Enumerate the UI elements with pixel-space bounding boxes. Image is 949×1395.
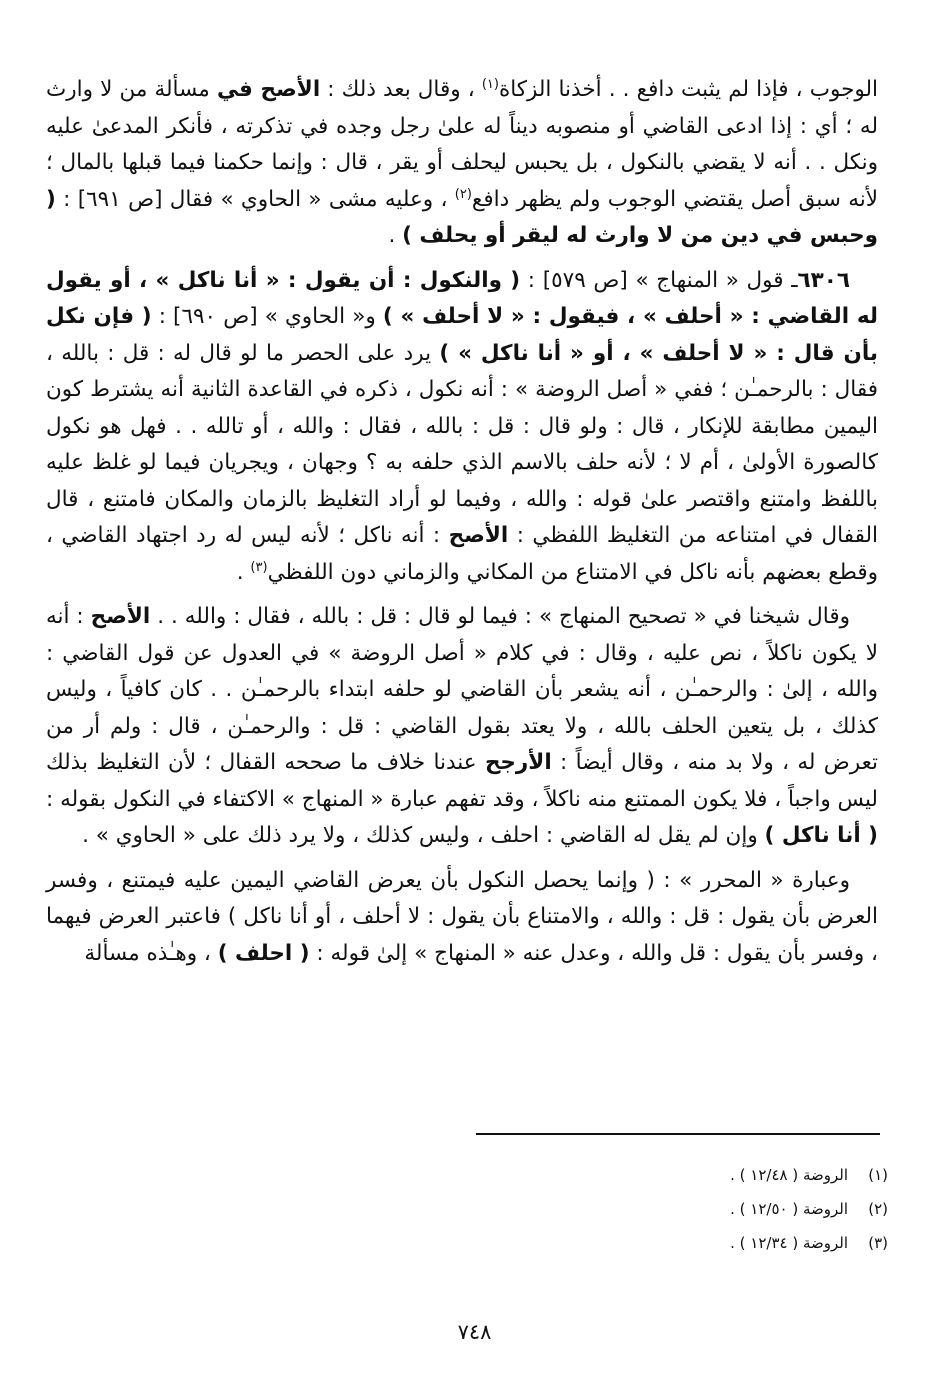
text-run: الوجوب ، فإذا لم يثبت دافع . . أخذنا الزكاة: [498, 77, 879, 102]
footnote-3: [420, 1226, 888, 1260]
bold-text: ( احلف ): [217, 940, 310, 966]
bold-text: الأصح في: [216, 77, 321, 102]
text-run: : أنه لا يكون ناكلاً ، نص عليه ، وقال : في كلام « أصل الروضة » في العدول عن قول القاضي : والله ، إلىٰ : والرحمـٰن ، أنه يشعر بأن القاضي لو حلفه ابتداء بالرحمـٰن . . كان كافياً ، وليس كذلك ، بل يتعين الحلف بالله ، ولا يعتد بقول القاضي : قل : والرحمـٰن ، قال : ولم أر من تعرض له ، ولا بد منه ، وقال أيضاً :: [46, 604, 878, 775]
page-number: ٧٤٨: [457, 1320, 492, 1344]
text-run: عندنا خلاف ما صححه القفال ؛ لأن التغليظ بذلك ليس واجباً ، فلا يكون الممتنع منه ناكلاً ، وقد تفهم عبارة « المنهاج » الاكتفاء في النكول بقوله :: [46, 750, 878, 812]
footnotes: [420, 1158, 888, 1260]
paragraph-4: [46, 863, 878, 973]
text-run: ـ قول « المنهاج » [ص ٥٧٩] :: [520, 267, 798, 293]
footnote-1: [420, 1158, 888, 1192]
paragraph-3: [46, 599, 878, 855]
footnote-2: [420, 1192, 888, 1226]
text-run: يرد على الحصر ما لو قال له : قل : بالله ، فقال : بالرحمـٰن ؛ ففي « أصل الروضة » : أنه نكول ، ذكره في القاعدة الثانية أنه يشترط كون اليمين مطابقة للإنكار ، قال : ولو قال : قل : بالله ، فقال : والله ، أو تالله . . فهل هو نكول كالصورة الأولىٰ ، أم لا ؛ لأنه حلف بالاسم الذي حلفه به ؟ وجهان ، ويجريان فيما لو غلظ عليه باللفظ وامتنع واقتصر علىٰ قوله : والله ، وفيما لو أراد التغليظ بالزمان والمكان فامتنع ، قال القفال في امتناعه من التغليظ اللفظي :: [46, 340, 878, 548]
text-run: .: [236, 559, 251, 585]
bold-text: الأصح: [90, 604, 151, 629]
paragraph-1: [46, 72, 878, 255]
text-run: ، وهـٰذه مسألة: [84, 940, 218, 966]
text-run: .: [388, 223, 403, 248]
footnote-ref: (٣): [250, 559, 268, 575]
footnote-ref: (٢): [454, 186, 472, 202]
text-run: ، وقال بعد ذلك :: [320, 77, 482, 102]
footnote-number: (٢): [868, 1200, 888, 1218]
bold-text: ٦٣٠٦: [797, 267, 850, 293]
bold-text: الأصح: [448, 523, 509, 548]
text-run: : أنه ناكل ؛ لأنه ليس له رد اجتهاد القاضي ، وقطع بعضهم بأنه ناكل في الامتناع من المكاني والزماني دون اللفظي: [46, 523, 878, 585]
main-text: [46, 72, 878, 972]
footnote-number: (٣): [868, 1234, 888, 1252]
footnote-number: (١): [868, 1166, 888, 1184]
footnote-text: الروضة ( ١٢/٤٨ ) .: [730, 1166, 848, 1184]
footnote-text: الروضة ( ١٢/٣٤ ) .: [730, 1234, 848, 1252]
text-run: ، وعليه مشى « الحاوي » فقال [ص ٦٩١] :: [55, 186, 455, 212]
text-run: وعبارة « المحرر » : ( وإنما يحصل النكول بأن يعرض القاضي اليمين عليه فيمتنع ، وفسر العرض بأن يقول : قل : والله ، والامتناع بأن يقول : لا أحلف ، أو أنا ناكل ) فاعتبر العرض فيهما ، وفسر بأن يقول : قل والله ، وعدل عنه « المنهاج » إلىٰ قوله :: [46, 867, 878, 966]
bold-text: ( والنكول : أن يقول : « أنا ناكل » ، أو يقول له القاضي : « أحلف » ، فيقول : « لا أحلف » ): [46, 267, 878, 329]
text-run: وإن لم يقل له القاضي : احلف ، وليس كذلك ، ولا يرد ذلك على « الحاوي » .: [82, 823, 765, 848]
text-run: وقال شيخنا في « تصحيح المنهاج » : فيما لو قال : قل : بالله ، فقال : والله . .: [150, 604, 850, 629]
text-run: مسألة من لا وارث له ؛ أي : إذا ادعى القاضي أو منصوبه ديناً له علىٰ رجل وجده في تذكرته ، فأنكر المدعىٰ عليه ونكل . . أنه لا يقضي بالنكول ، بل يحبس ليحلف أو يقر ، قال : وإنما حكمنا فيما قبلها بالمال ؛ لأنه سبق أصل يقتضي الوجوب ولم يظهر دافع: [46, 77, 878, 212]
bold-text: ( فإن نكل بأن قال : « لا أحلف » ، أو « أنا ناكل » ): [46, 304, 878, 366]
bold-text: ( أنا ناكل ): [764, 823, 878, 848]
footnote-ref: (١): [481, 76, 499, 92]
footnote-divider: [476, 1133, 880, 1135]
footnote-text: الروضة ( ١٢/٥٠ ) .: [730, 1200, 848, 1218]
bold-text: الأرجح: [484, 750, 552, 775]
paragraph-2: [46, 263, 878, 592]
text-run: و« الحاوي » [ص ٦٩٠] :: [151, 304, 383, 329]
bold-text: ( وحبس في دين من لا وارث له ليقر أو يحلف ): [46, 186, 878, 248]
page-body: [46, 72, 878, 972]
